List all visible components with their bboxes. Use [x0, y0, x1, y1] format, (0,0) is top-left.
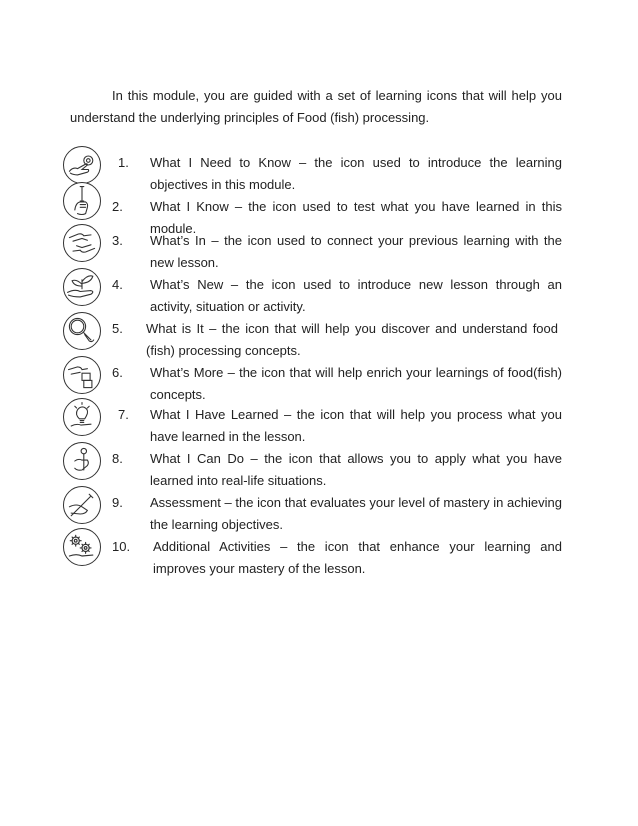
item-text: Assessment – the icon that evaluates your level of mastery in achieving the learning objectives.	[150, 495, 562, 532]
item-number: 6.	[112, 365, 123, 380]
item-text: What I Know – the icon used to test what you have learned in this module.	[150, 199, 562, 236]
item-number: 3.	[112, 233, 123, 248]
item-number: 5.	[112, 321, 123, 336]
item-text: What’s New – the icon used to introduce new lesson through an activity, situation or activity.	[150, 277, 562, 314]
item-text: What I Need to Know – the icon used to introduce the learning objectives in this module.	[150, 155, 562, 192]
item-text: What I Can Do – the icon that allows you to apply what you have learned into real-life situations.	[150, 451, 562, 488]
list-item	[0, 536, 638, 580]
hand-writing-icon	[63, 486, 101, 524]
magnifier-hand-icon	[63, 312, 101, 350]
item-number: 8.	[112, 451, 123, 466]
item-number: 10.	[112, 539, 131, 554]
item-number: 9.	[112, 495, 123, 510]
gears-hand-icon	[63, 528, 101, 566]
pointing-hand-icon	[63, 146, 101, 184]
connecting-hands-icon	[63, 224, 101, 262]
lightbulb-hand-icon	[63, 398, 101, 436]
list-item	[0, 274, 638, 318]
item-text: What’s More – the icon that will help enrich your learnings of food(fish) concepts.	[150, 365, 562, 402]
intro-text: In this module, you are guided with a set of learning icons that will help you understand the underlying principles of Food (fish) processing.	[70, 88, 562, 125]
list-item	[0, 448, 638, 492]
item-number: 7.	[118, 407, 129, 422]
stacking-blocks-icon	[63, 356, 101, 394]
hand-pencil-icon	[63, 182, 101, 220]
item-text: What I Have Learned – the icon that will help you process what you have learned in the lesson.	[150, 407, 562, 444]
list-item	[0, 318, 638, 362]
item-text: What’s In – the icon used to connect your previous learning with the new lesson.	[150, 233, 562, 270]
item-text: What is It – the icon that will help you discover and understand food (fish) processing concepts.	[146, 321, 558, 358]
item-number: 4.	[112, 277, 123, 292]
item-number: 1.	[118, 155, 129, 170]
intro-paragraph	[70, 85, 562, 129]
hand-sprout-icon	[63, 268, 101, 306]
list-item	[0, 404, 638, 448]
item-text: Additional Activities – the icon that enhance your learning and improves your mastery of the lesson.	[153, 539, 562, 576]
item-number: 2.	[112, 199, 123, 214]
list-item	[0, 230, 638, 274]
hand-tool-icon	[63, 442, 101, 480]
